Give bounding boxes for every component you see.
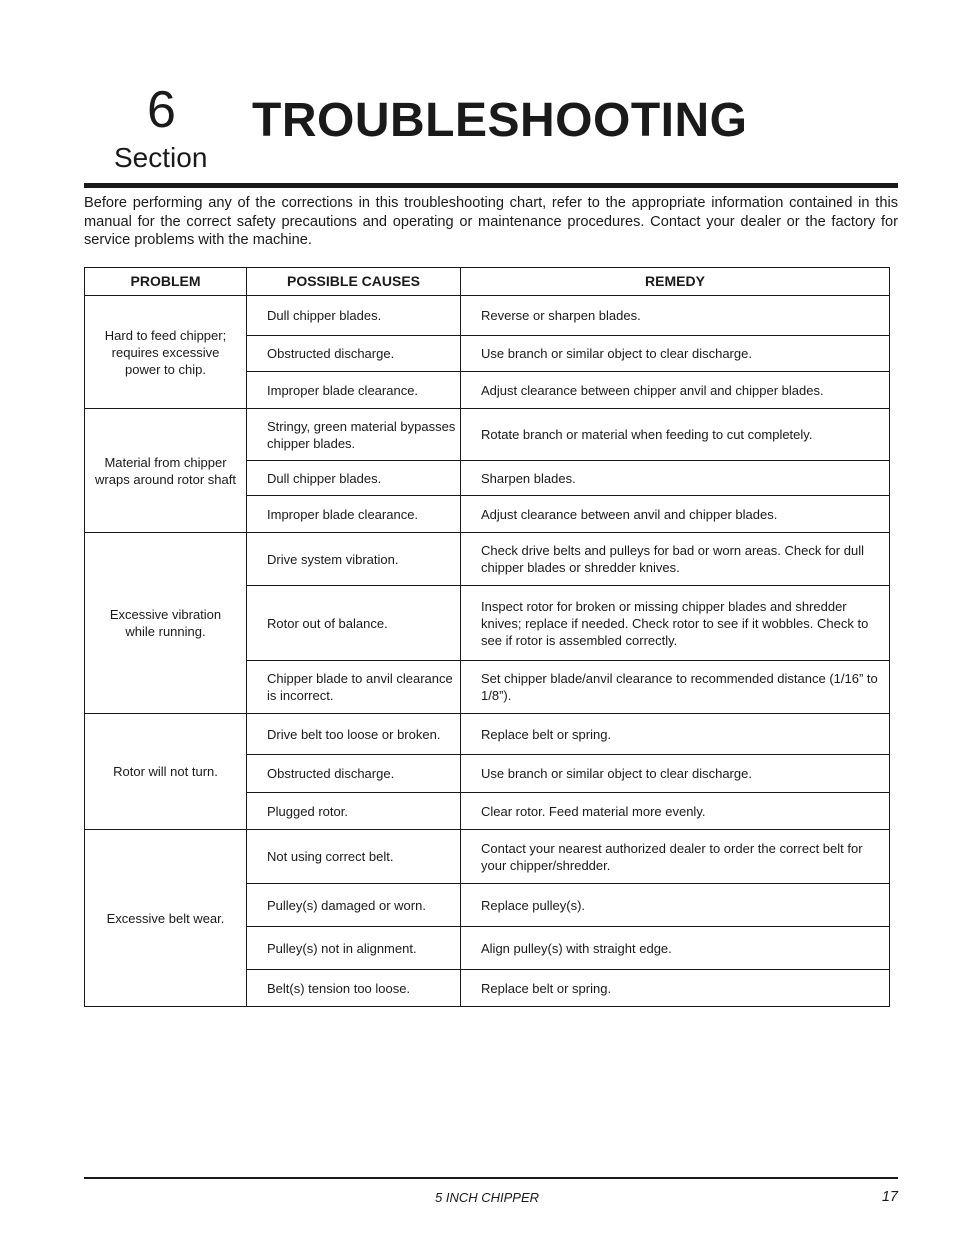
cause-cell: Not using correct belt.: [247, 830, 461, 884]
cause-cell: Rotor out of balance.: [247, 586, 461, 661]
section-number: 6: [147, 81, 176, 139]
remedy-cell: Use branch or similar object to clear discharge.: [461, 336, 890, 372]
problem-cell: Hard to feed chipper; requires excessive power to chip.: [85, 296, 247, 409]
cause-cell: Pulley(s) not in alignment.: [247, 927, 461, 970]
cause-cell: Drive belt too loose or broken.: [247, 714, 461, 755]
table-row: [85, 714, 890, 755]
table-row: [85, 830, 890, 884]
cause-cell: Belt(s) tension too loose.: [247, 970, 461, 1007]
remedy-cell: Use branch or similar object to clear discharge.: [461, 755, 890, 793]
cause-cell: Stringy, green material bypasses chipper blades.: [247, 409, 461, 461]
table-row: [85, 409, 890, 461]
cause-cell: Dull chipper blades.: [247, 461, 461, 496]
problem-cell: Rotor will not turn.: [85, 714, 247, 830]
remedy-cell: Align pulley(s) with straight edge.: [461, 927, 890, 970]
cause-cell: Drive system vibration.: [247, 533, 461, 586]
remedy-cell: Clear rotor. Feed material more evenly.: [461, 793, 890, 830]
header-possible-causes: POSSIBLE CAUSES: [247, 268, 461, 296]
cause-cell: Obstructed discharge.: [247, 336, 461, 372]
problem-cell: Excessive vibration while running.: [85, 533, 247, 714]
title-divider: [84, 183, 898, 188]
cause-cell: Improper blade clearance.: [247, 372, 461, 409]
problem-cell: Excessive belt wear.: [85, 830, 247, 1007]
cause-cell: Chipper blade to anvil clearance is incorrect.: [247, 661, 461, 714]
remedy-cell: Contact your nearest authorized dealer to order the correct belt for your chipper/shredder.: [461, 830, 890, 884]
remedy-cell: Check drive belts and pulleys for bad or worn areas. Check for dull chipper blades or shredder knives.: [461, 533, 890, 586]
section-label: Section: [114, 142, 208, 173]
remedy-cell: Set chipper blade/anvil clearance to recommended distance (1/16” to 1/8”).: [461, 661, 890, 714]
remedy-cell: Replace belt or spring.: [461, 714, 890, 755]
problem-cell: Material from chipper wraps around rotor shaft: [85, 409, 247, 533]
footer-divider: [84, 1177, 898, 1179]
table-header-row: [85, 268, 890, 296]
remedy-cell: Sharpen blades.: [461, 461, 890, 496]
remedy-cell: Reverse or sharpen blades.: [461, 296, 890, 336]
troubleshooting-table: [84, 267, 890, 1007]
remedy-cell: Adjust clearance between anvil and chipper blades.: [461, 496, 890, 533]
remedy-cell: Replace pulley(s).: [461, 884, 890, 927]
header-problem: PROBLEM: [85, 268, 247, 296]
cause-cell: Dull chipper blades.: [247, 296, 461, 336]
cause-cell: Pulley(s) damaged or worn.: [247, 884, 461, 927]
page-title: TROUBLESHOOTING: [252, 94, 748, 147]
remedy-cell: Inspect rotor for broken or missing chipper blades and shredder knives; replace if needed. Check rotor to see if it wobbles. Check to see if rotor is assembled correctly.: [461, 586, 890, 661]
table-row: [85, 296, 890, 336]
header-remedy: REMEDY: [461, 268, 890, 296]
page-number: 17: [881, 1189, 898, 1205]
intro-paragraph: Before performing any of the corrections in this troubleshooting chart, refer to the appropriate information contained in this manual for the correct safety precautions and operating or maintenance procedures. Contact your dealer or the factory for service problems with the machine.: [84, 195, 898, 248]
remedy-cell: Adjust clearance between chipper anvil and chipper blades.: [461, 372, 890, 409]
footer-manual-title: 5 INCH CHIPPER: [435, 1190, 540, 1205]
cause-cell: Obstructed discharge.: [247, 755, 461, 793]
remedy-cell: Replace belt or spring.: [461, 970, 890, 1007]
table-row: [85, 533, 890, 586]
cause-cell: Plugged rotor.: [247, 793, 461, 830]
remedy-cell: Rotate branch or material when feeding to cut completely.: [461, 409, 890, 461]
cause-cell: Improper blade clearance.: [247, 496, 461, 533]
